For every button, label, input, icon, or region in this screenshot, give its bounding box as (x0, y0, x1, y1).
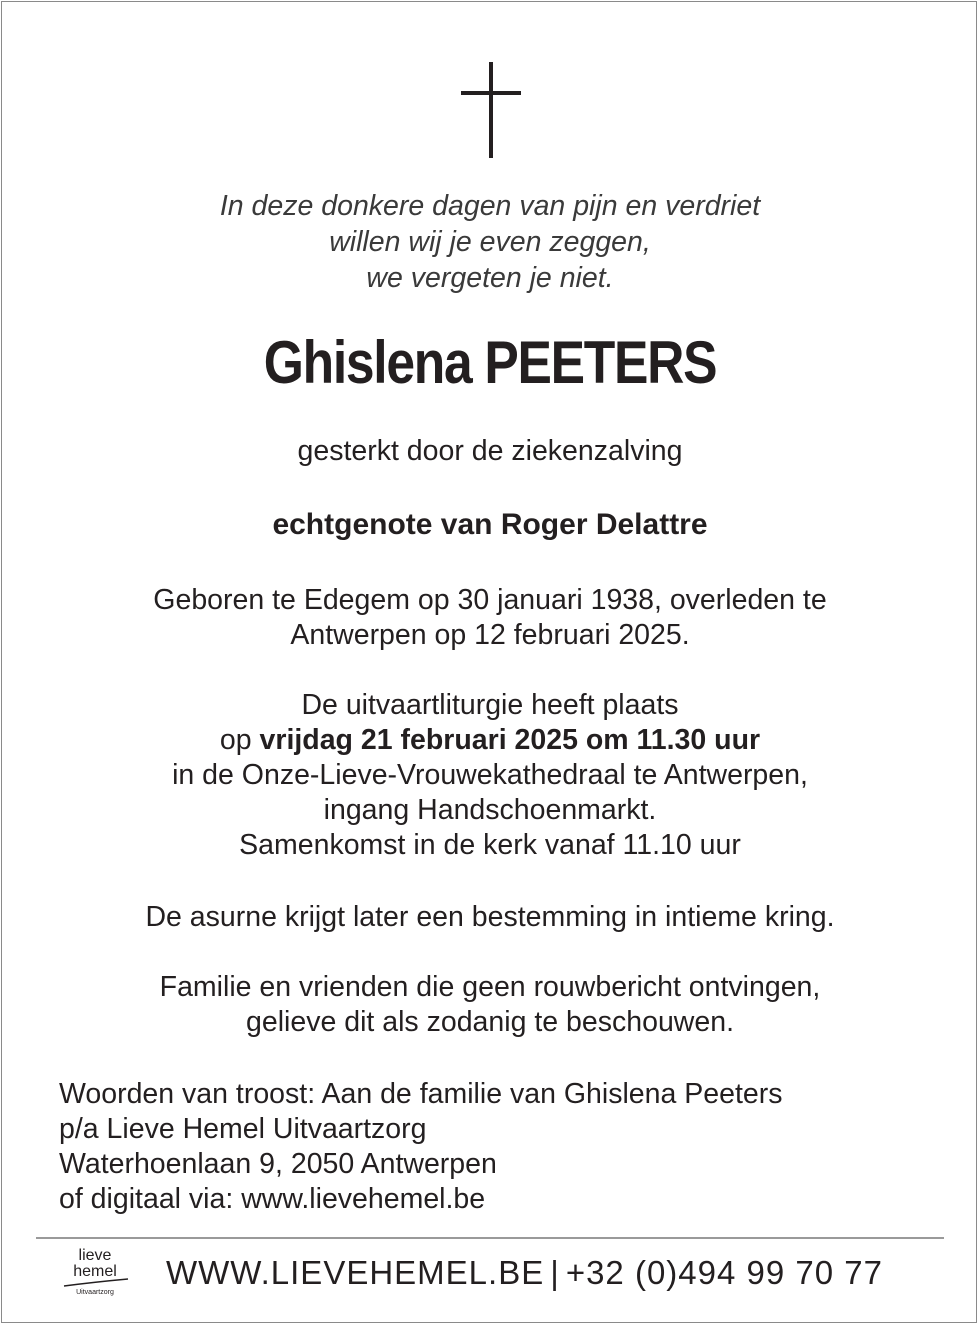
logo-tagline: Uitvaartzorg (76, 1289, 114, 1296)
verse-line: we vergeten je niet. (366, 262, 614, 294)
sacrament-note: gesterkt door de ziekenzalving (297, 435, 683, 467)
footer-separator: | (550, 1254, 560, 1291)
family-note (0, 970, 980, 1040)
lieve-hemel-logo (60, 1245, 130, 1303)
funeral-date-line (0, 723, 980, 758)
funeral-date-prefix: op (219, 724, 260, 756)
cross-icon (461, 62, 521, 158)
birth-death-info (0, 583, 980, 653)
condolence-line: Waterhoenlaan 9, 2050 Antwerpen (59, 1148, 497, 1180)
condolence-line: Woorden van troost: Aan de familie van Ghislena Peeters (59, 1078, 783, 1110)
logo-word-lieve: lieve (78, 1247, 112, 1264)
footer-phone[interactable]: +32 (0)494 99 70 77 (565, 1254, 883, 1291)
gathering-time: Samenkomst in de kerk vanaf 11.10 uur (239, 829, 741, 861)
birth-death-line: Geboren te Edegem op 30 januari 1938, overleden te (153, 584, 827, 616)
footer-website-link[interactable]: WWW.LIEVEHEMEL.BE (166, 1254, 545, 1291)
funeral-info (0, 688, 980, 863)
logo-word-hemel: hemel (73, 1263, 117, 1280)
condolence-line: p/a Lieve Hemel Uitvaartzorg (59, 1113, 427, 1145)
verse-line: In deze donkere dagen van pijn en verdriet (219, 190, 761, 222)
urn-note: De asurne krijgt later een bestemming in intieme kring. (145, 901, 835, 933)
deceased-name: Ghislena PEETERS (263, 329, 717, 396)
memorial-verse (0, 188, 980, 296)
footer-divider (36, 1237, 944, 1239)
family-note-line: gelieve dit als zodanig te beschouwen. (246, 1006, 734, 1038)
funeral-entrance: ingang Handschoenmarkt. (323, 794, 657, 826)
birth-death-line: Antwerpen op 12 februari 2025. (290, 619, 690, 651)
funeral-date: vrijdag 21 februari 2025 om 11.30 uur (259, 724, 761, 756)
family-note-line: Familie en vrienden die geen rouwbericht ontvingen, (159, 971, 821, 1003)
verse-line: willen wij je even zeggen, (329, 226, 651, 258)
funeral-intro: De uitvaartliturgie heeft plaats (301, 689, 679, 721)
footer-contact (166, 1253, 883, 1293)
funeral-location: in de Onze-Lieve-Vrouwekathedraal te Antwerpen, (172, 759, 808, 791)
condolence-website[interactable]: of digitaal via: www.lievehemel.be (59, 1183, 486, 1215)
condolence-address (59, 1077, 782, 1217)
spouse-line: echtgenote van Roger Delattre (272, 508, 708, 541)
